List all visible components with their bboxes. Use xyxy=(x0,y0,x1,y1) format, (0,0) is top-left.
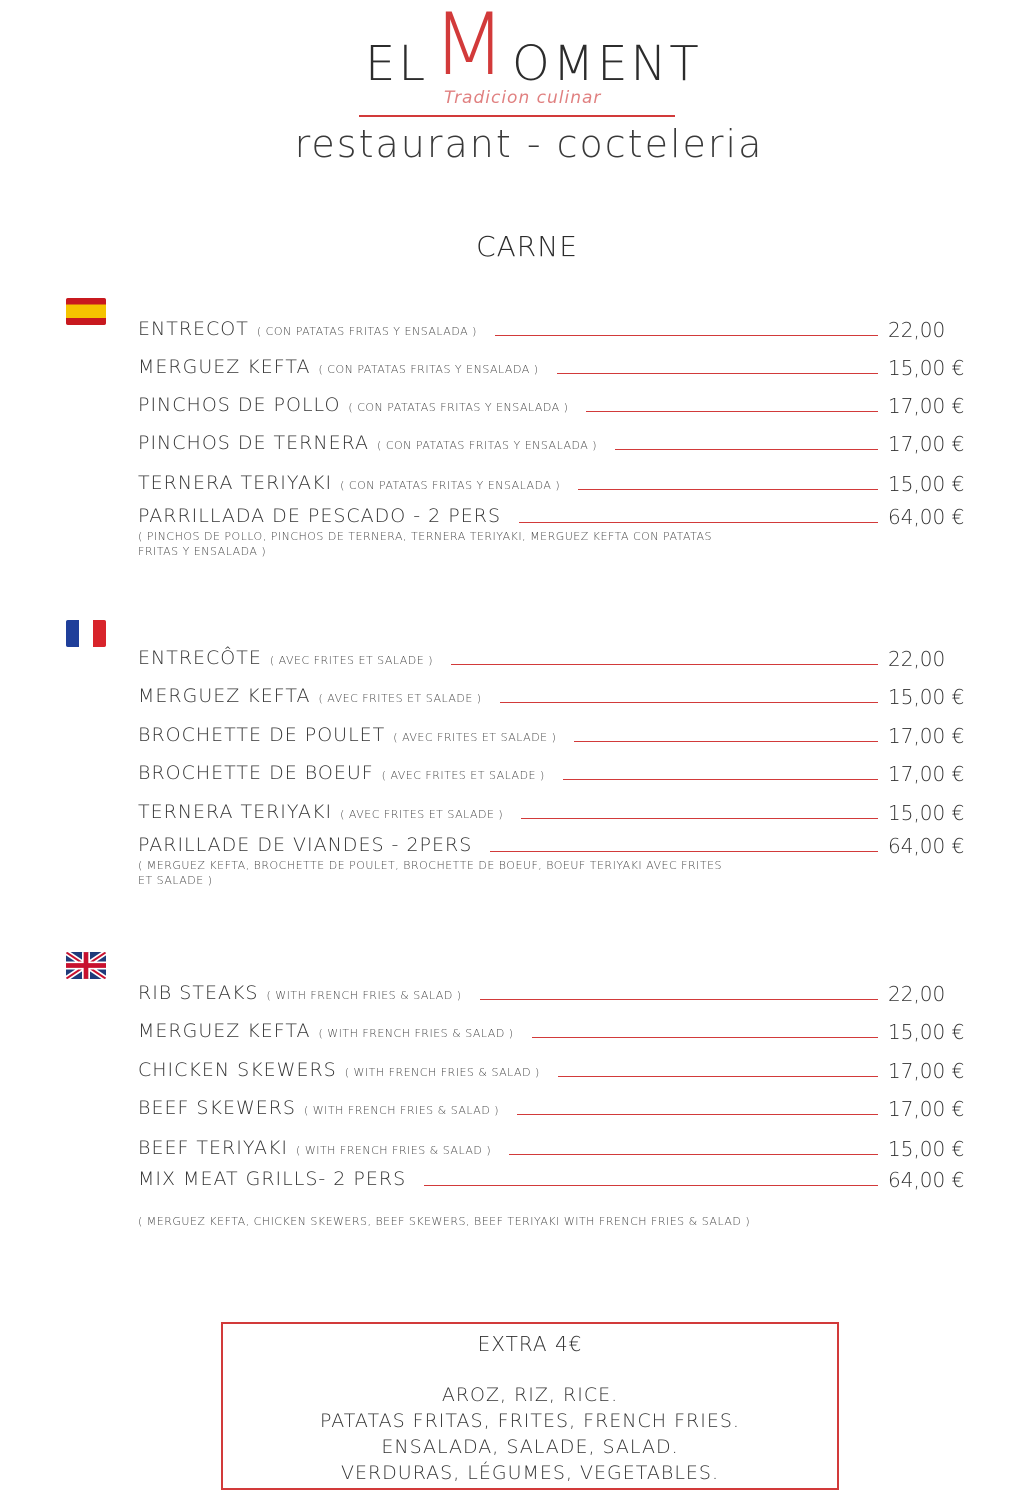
leader-line xyxy=(615,449,878,450)
menu-item-name xyxy=(138,1168,406,1190)
leader-line xyxy=(495,335,878,336)
dish-price: 15,00 € xyxy=(888,356,965,380)
menu-item-english xyxy=(138,1137,968,1163)
leader-line xyxy=(563,779,878,780)
dish-note: ( WITH FRENCH FRIES & SALAD ) xyxy=(296,1144,492,1157)
dish-note: ( CON PATATAS FRITAS Y ENSALADA ) xyxy=(256,325,477,338)
extras-list xyxy=(223,1382,837,1486)
dish-name: PINCHOS DE TERNERA xyxy=(138,432,370,454)
dish-name: MIX MEAT GRILLS- 2 PERS xyxy=(138,1168,407,1190)
dish-note: ( AVEC FRITES ET SALADE ) xyxy=(318,692,482,705)
leader-line xyxy=(490,851,878,852)
dish-name: ENTRECOT xyxy=(138,318,249,340)
menu-item-name xyxy=(138,1097,499,1119)
menu-item-english xyxy=(138,982,968,1008)
dish-price: 15,00 € xyxy=(888,801,965,825)
menu-item-name xyxy=(138,834,472,856)
dish-price: 22,00 xyxy=(888,982,946,1006)
menu-item-spanish xyxy=(138,356,968,382)
dish-name: PARRILLADA DE PESCADO - 2 PERS xyxy=(138,505,502,527)
spain-flag-icon xyxy=(66,298,106,325)
dish-note: ( CON PATATAS FRITAS Y ENSALADA ) xyxy=(340,479,561,492)
dish-price: 15,00 € xyxy=(888,685,965,709)
dish-name: RIB STEAKS xyxy=(138,982,259,1004)
restaurant-logo xyxy=(0,0,1024,180)
menu-item-french xyxy=(138,801,968,827)
leader-line xyxy=(578,489,878,490)
menu-item-french xyxy=(138,724,968,750)
dish-name: ENTRECÔTE xyxy=(138,647,262,669)
extras-box xyxy=(221,1322,839,1490)
logo-subtitle: Tradicion culinar xyxy=(444,88,602,108)
menu-item-english xyxy=(138,1020,968,1046)
dish-note: ( WITH FRENCH FRIES & SALAD ) xyxy=(344,1066,540,1079)
dish-note: ( AVEC FRITES ET SALADE ) xyxy=(340,808,504,821)
menu-item-spanish xyxy=(138,472,968,498)
menu-item-english xyxy=(138,1059,968,1085)
dish-name: BEEF SKEWERS xyxy=(138,1097,296,1119)
menu-item-english xyxy=(138,1168,968,1194)
spanish-platter-description: ( PINCHOS DE POLLO, PINCHOS DE TERNERA, TERNERA TERIYAKI, MERGUEZ KEFTA CON PATATAS FRITAS Y ENSALADA ) xyxy=(138,530,713,558)
extras-title: EXTRA 4€ xyxy=(477,1332,583,1356)
dish-name: MERGUEZ KEFTA xyxy=(138,685,311,707)
leader-line xyxy=(558,1076,878,1077)
dish-note: ( WITH FRENCH FRIES & SALAD ) xyxy=(318,1027,514,1040)
leader-line xyxy=(574,741,878,742)
leader-line xyxy=(509,1154,878,1155)
english-platter-description: ( MERGUEZ KEFTA, CHICKEN SKEWERS, BEEF SKEWERS, BEEF TERIYAKI WITH FRENCH FRIES & SALAD ) xyxy=(138,1215,751,1228)
leader-line xyxy=(451,664,878,665)
leader-line xyxy=(521,818,878,819)
dish-name: CHICKEN SKEWERS xyxy=(138,1059,337,1081)
france-flag-icon xyxy=(66,620,106,647)
dish-price: 17,00 € xyxy=(888,724,965,748)
dish-name: PINCHOS DE POLLO xyxy=(138,394,341,416)
dish-price: 15,00 € xyxy=(888,1020,965,1044)
dish-price: 22,00 xyxy=(888,647,946,671)
menu-item-name xyxy=(138,318,477,340)
leader-line xyxy=(532,1037,878,1038)
menu-item-french xyxy=(138,762,968,788)
dish-note: ( CON PATATAS FRITAS Y ENSALADA ) xyxy=(318,363,539,376)
dish-name: TERNERA TERIYAKI xyxy=(138,472,333,494)
menu-item-spanish xyxy=(138,318,968,344)
logo-el: EL xyxy=(365,36,429,92)
dish-price: 64,00 € xyxy=(888,505,965,529)
menu-item-name xyxy=(138,762,545,784)
menu-item-name xyxy=(138,394,568,416)
menu-item-english xyxy=(138,1097,968,1123)
tagline: restaurant - cocteleria xyxy=(294,122,764,166)
extras-line: VERDURAS, LÉGUMES, VEGETABLES. xyxy=(340,1462,720,1484)
logo-m: M xyxy=(432,0,507,95)
dish-name: TERNERA TERIYAKI xyxy=(138,801,333,823)
dish-note: ( AVEC FRITES ET SALADE ) xyxy=(393,731,557,744)
menu-item-french xyxy=(138,685,968,711)
dish-price: 17,00 € xyxy=(888,1097,965,1121)
dish-note: ( AVEC FRITES ET SALADE ) xyxy=(269,654,433,667)
dish-name: BEEF TERIYAKI xyxy=(138,1137,289,1159)
menu-item-name xyxy=(138,1020,514,1042)
leader-line xyxy=(517,1114,878,1115)
dish-note: ( CON PATATAS FRITAS Y ENSALADA ) xyxy=(377,439,598,452)
extras-line: ENSALADA, SALADE, SALAD. xyxy=(381,1436,679,1458)
leader-line xyxy=(557,373,878,374)
menu-item-name xyxy=(138,356,539,378)
extras-line: AROZ, RIZ, RICE. xyxy=(441,1384,619,1406)
dish-name: BROCHETTE DE BOEUF xyxy=(138,762,374,784)
dish-price: 15,00 € xyxy=(888,1137,965,1161)
menu-item-name xyxy=(138,685,482,707)
menu-item-name xyxy=(138,505,501,527)
dish-price: 22,00 xyxy=(888,318,946,342)
uk-flag-icon xyxy=(66,952,106,979)
dish-price: 64,00 € xyxy=(888,834,965,858)
leader-line xyxy=(519,522,878,523)
menu-item-name xyxy=(138,982,462,1004)
french-platter-description: ( MERGUEZ KEFTA, BROCHETTE DE POULET, BROCHETTE DE BOEUF, BOEUF TERIYAKI AVEC FRITES ET SALADE ) xyxy=(138,859,722,887)
dish-name: MERGUEZ KEFTA xyxy=(138,356,311,378)
extras-line: PATATAS FRITAS, FRITES, FRENCH FRIES. xyxy=(320,1410,740,1432)
leader-line xyxy=(500,702,878,703)
dish-note: ( WITH FRENCH FRIES & SALAD ) xyxy=(266,989,462,1002)
dish-note: ( CON PATATAS FRITAS Y ENSALADA ) xyxy=(348,401,569,414)
leader-line xyxy=(480,999,878,1000)
menu-item-spanish xyxy=(138,432,968,458)
dish-price: 17,00 € xyxy=(888,1059,965,1083)
dish-price: 17,00 € xyxy=(888,762,965,786)
dish-name: BROCHETTE DE POULET xyxy=(138,724,386,746)
dish-note: ( WITH FRENCH FRIES & SALAD ) xyxy=(304,1104,500,1117)
menu-item-french xyxy=(138,647,968,673)
menu-item-name xyxy=(138,1059,540,1081)
menu-item-name xyxy=(138,432,597,454)
dish-name: MERGUEZ KEFTA xyxy=(138,1020,311,1042)
dish-price: 64,00 € xyxy=(888,1168,965,1192)
dish-price: 17,00 € xyxy=(888,432,965,456)
leader-line xyxy=(586,411,878,412)
menu-item-name xyxy=(138,801,503,823)
dish-note: ( AVEC FRITES ET SALADE ) xyxy=(381,769,545,782)
leader-line xyxy=(424,1185,878,1186)
dish-price: 15,00 € xyxy=(888,472,965,496)
menu-item-name xyxy=(138,724,556,746)
menu-item-french xyxy=(138,834,968,860)
menu-item-name xyxy=(138,647,433,669)
dish-name: PARILLADE DE VIANDES - 2PERS xyxy=(138,834,473,856)
logo-rule xyxy=(359,115,675,117)
dish-price: 17,00 € xyxy=(888,394,965,418)
section-title: CARNE xyxy=(476,230,578,263)
menu-item-name xyxy=(138,1137,491,1159)
menu-item-name xyxy=(138,472,560,494)
menu-item-spanish xyxy=(138,394,968,420)
logo-oment: OMENT xyxy=(512,36,702,92)
menu-item-spanish xyxy=(138,505,968,531)
